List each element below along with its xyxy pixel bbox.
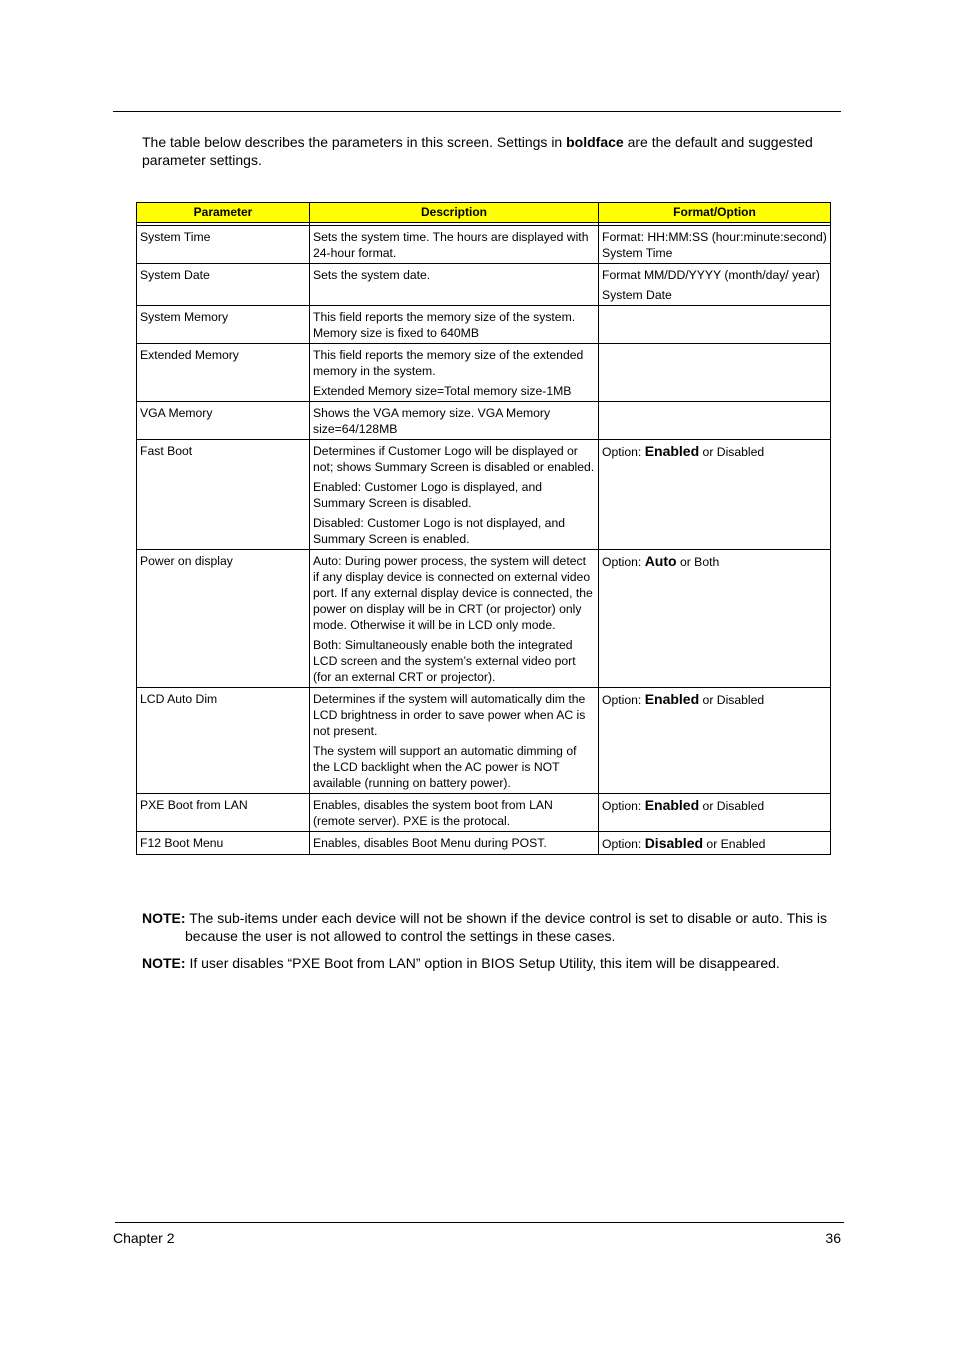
note-sub-items xyxy=(142,909,842,945)
option-prefix: Option: xyxy=(602,445,645,459)
option-alternative: or Both xyxy=(676,555,720,569)
description-paragraph: Extended Memory size=Total memory size-1MB xyxy=(313,384,572,398)
parameter-cell: System Memory xyxy=(137,306,310,344)
format-option-cell xyxy=(599,226,831,264)
description-cell xyxy=(310,344,599,402)
table-row xyxy=(137,832,831,855)
description-paragraph: Sets the system time. The hours are displayed with 24-hour format. xyxy=(313,230,589,260)
parameter-cell: Extended Memory xyxy=(137,344,310,402)
parameters-table xyxy=(136,202,831,855)
description-cell xyxy=(310,440,599,550)
table-row xyxy=(137,440,831,550)
table-row xyxy=(137,306,831,344)
description-paragraph: Auto: During power process, the system will detect if any display device is connected on external video port. If any external display device is connected, the power on display will be in CRT (or projector) only mode. Otherwise it will be in LCD only mode. xyxy=(313,554,593,632)
table-row xyxy=(137,550,831,688)
description-paragraph: Disabled: Customer Logo is not displayed, and Summary Screen is enabled. xyxy=(313,516,566,546)
option-alternative: or Enabled xyxy=(703,837,766,851)
description-paragraph: This field reports the memory size of the system. Memory size is fixed to 640MB xyxy=(313,310,576,340)
format-paragraph: Format MM/DD/YYYY (month/day/ year) xyxy=(602,268,820,282)
description-cell xyxy=(310,402,599,440)
format-option-cell xyxy=(599,440,831,550)
note-text: The sub-items under each device will not be shown if the device control is set to disable or auto. This is because the user is not allowed to control the settings in these cases. xyxy=(185,910,828,944)
table-header-row xyxy=(137,203,831,223)
parameter-cell: VGA Memory xyxy=(137,402,310,440)
description-cell xyxy=(310,688,599,794)
format-option-cell xyxy=(599,794,831,832)
note-text: If user disables “PXE Boot from LAN” option in BIOS Setup Utility, this item will be disappeared. xyxy=(185,955,780,971)
format-option-cell xyxy=(599,832,831,855)
intro-text: The table below describes the parameters in this screen. Settings in xyxy=(142,134,567,150)
note-label: NOTE: xyxy=(142,910,186,926)
intro-paragraph xyxy=(142,133,842,169)
option-default-value: Disabled xyxy=(644,835,704,851)
table-row xyxy=(137,344,831,402)
parameter-cell: PXE Boot from LAN xyxy=(137,794,310,832)
table-row xyxy=(137,226,831,264)
parameter-cell: F12 Boot Menu xyxy=(137,832,310,855)
option-prefix: Option: xyxy=(602,555,645,569)
format-option-cell xyxy=(599,264,831,306)
footer-page-number: 36 xyxy=(825,1230,841,1246)
header-rule xyxy=(113,111,841,112)
note-pxe-boot xyxy=(142,954,842,972)
description-paragraph: Sets the system date. xyxy=(313,268,431,282)
format-option-cell xyxy=(599,344,831,402)
format-paragraph xyxy=(602,835,827,852)
table-row xyxy=(137,264,831,306)
option-alternative: or Disabled xyxy=(699,799,765,813)
notes-section xyxy=(142,909,842,981)
table-row xyxy=(137,402,831,440)
table-row xyxy=(137,794,831,832)
description-cell xyxy=(310,794,599,832)
option-prefix: Option: xyxy=(602,799,645,813)
description-paragraph: This field reports the memory size of the extended memory in the system. xyxy=(313,348,584,378)
parameter-cell: System Date xyxy=(137,264,310,306)
parameter-cell: System Time xyxy=(137,226,310,264)
option-default-value: Enabled xyxy=(644,443,700,459)
description-cell xyxy=(310,226,599,264)
description-paragraph: Both: Simultaneously enable both the integrated LCD screen and the system’s external video port (for an external CRT or projector). xyxy=(313,638,576,684)
option-default-value: Enabled xyxy=(644,691,700,707)
option-alternative: or Disabled xyxy=(699,693,765,707)
intro-bold-word: boldface xyxy=(566,134,624,150)
parameter-cell: Power on display xyxy=(137,550,310,688)
option-default-value: Auto xyxy=(644,553,677,569)
description-paragraph: Determines if Customer Logo will be displayed or not; shows Summary Screen is disabled or enabled. xyxy=(313,444,595,474)
format-paragraph: Format: HH:MM:SS (hour:minute:second) System Time xyxy=(602,230,827,260)
format-option-cell xyxy=(599,688,831,794)
description-paragraph: Enabled: Customer Logo is displayed, and Summary Screen is disabled. xyxy=(313,480,542,510)
footer-chapter: Chapter 2 xyxy=(113,1230,175,1246)
option-prefix: Option: xyxy=(602,693,645,707)
format-paragraph xyxy=(602,797,827,814)
intro-text-end: are the default and suggested parameter settings. xyxy=(142,134,813,168)
header-parameter: Parameter xyxy=(137,203,310,223)
description-paragraph: Enables, disables the system boot from LAN (remote server). PXE is the protocal. xyxy=(313,798,553,828)
format-paragraph xyxy=(602,553,827,570)
description-paragraph: Enables, disables Boot Menu during POST. xyxy=(313,836,547,850)
option-alternative: or Disabled xyxy=(699,445,765,459)
description-cell xyxy=(310,306,599,344)
format-paragraph xyxy=(602,443,827,460)
format-option-cell xyxy=(599,550,831,688)
parameter-cell: Fast Boot xyxy=(137,440,310,550)
header-format-option: Format/Option xyxy=(599,203,831,223)
note-label: NOTE: xyxy=(142,955,186,971)
description-cell xyxy=(310,832,599,855)
description-cell xyxy=(310,550,599,688)
option-default-value: Enabled xyxy=(644,797,700,813)
description-paragraph: Determines if the system will automatically dim the LCD brightness in order to save power when AC is not present. xyxy=(313,692,586,738)
description-paragraph: Shows the VGA memory size. VGA Memory size=64/128MB xyxy=(313,406,551,436)
format-paragraph xyxy=(602,691,827,708)
description-cell xyxy=(310,264,599,306)
format-paragraph: System Date xyxy=(602,288,672,302)
footer-rule xyxy=(115,1222,844,1223)
format-option-cell xyxy=(599,306,831,344)
header-description: Description xyxy=(310,203,599,223)
table-row xyxy=(137,688,831,794)
table-body xyxy=(137,223,831,855)
format-option-cell xyxy=(599,402,831,440)
description-paragraph: The system will support an automatic dimming of the LCD backlight when the AC power is NOT available (running on battery power). xyxy=(313,744,577,790)
parameter-cell: LCD Auto Dim xyxy=(137,688,310,794)
option-prefix: Option: xyxy=(602,837,645,851)
